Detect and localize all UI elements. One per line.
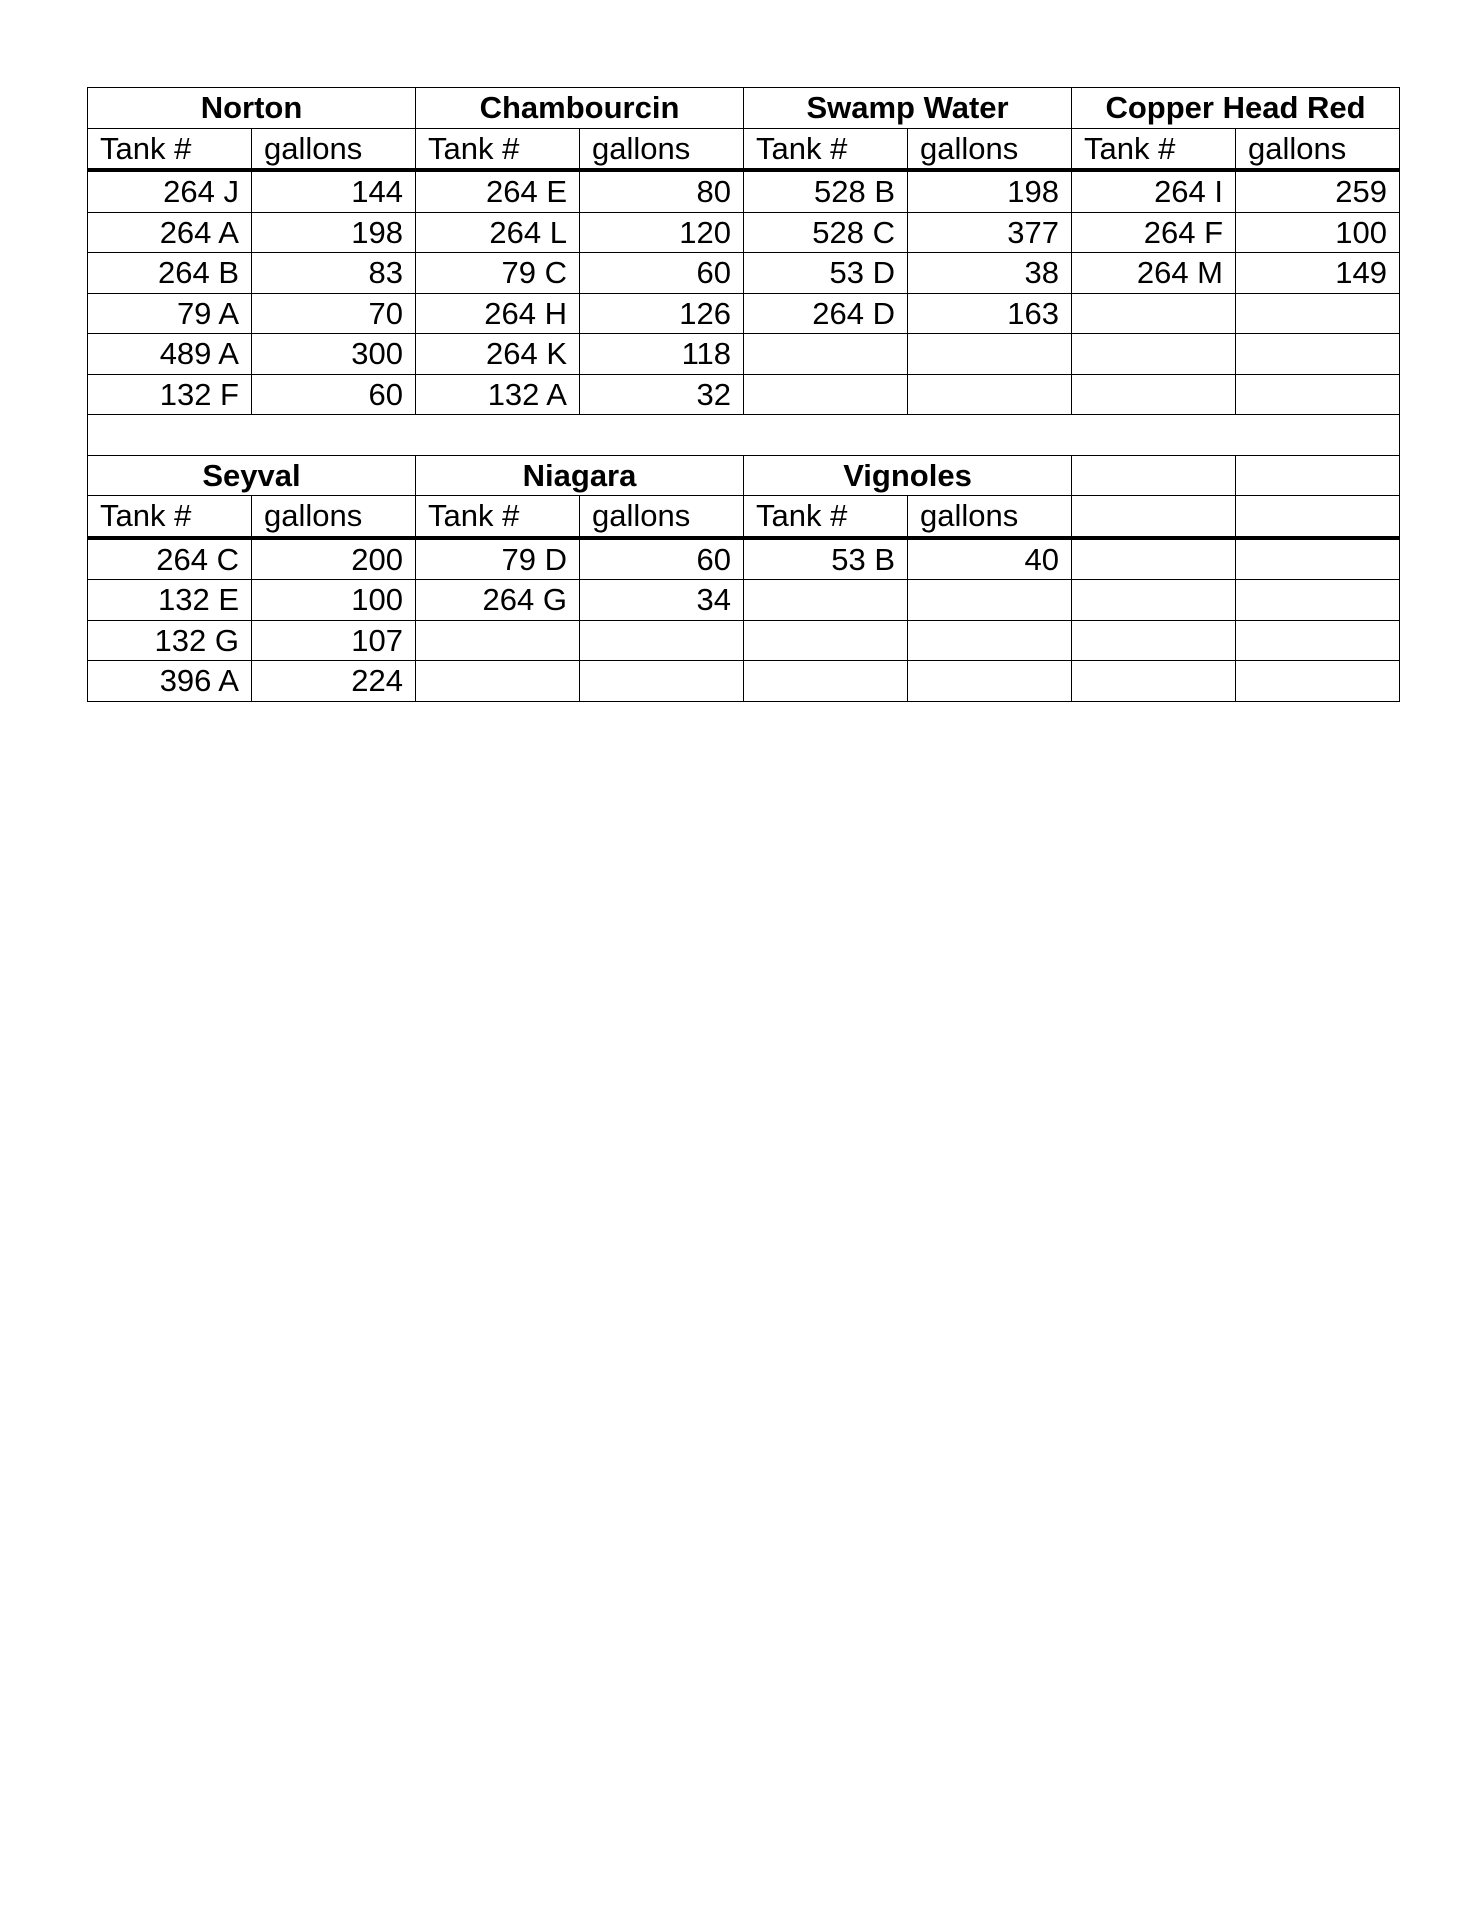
tank-number-cell: 264 C <box>88 538 252 580</box>
tank-number-cell: 264 J <box>88 170 252 212</box>
tank-number-cell: 79 A <box>88 293 252 334</box>
tank-number-cell <box>744 374 908 415</box>
tank-number-cell: 528 C <box>744 212 908 253</box>
gallons-header: gallons <box>252 128 416 170</box>
table-row <box>88 538 1400 580</box>
tank-number-cell <box>1072 293 1236 334</box>
tank-number-cell <box>744 334 908 375</box>
gallons-cell: 70 <box>252 293 416 334</box>
gallons-cell <box>908 334 1072 375</box>
gallons-cell: 144 <box>252 170 416 212</box>
gallons-header: gallons <box>252 496 416 538</box>
table-row <box>88 580 1400 621</box>
table-row <box>88 212 1400 253</box>
tank-number-cell: 396 A <box>88 661 252 702</box>
tank-number-header: Tank # <box>416 128 580 170</box>
tank-number-cell: 53 B <box>744 538 908 580</box>
tank-number-cell: 79 C <box>416 253 580 294</box>
gallons-cell: 40 <box>908 538 1072 580</box>
table-row <box>88 374 1400 415</box>
gallons-cell: 200 <box>252 538 416 580</box>
tank-number-header: Tank # <box>88 128 252 170</box>
gallons-cell <box>1236 620 1400 661</box>
wine-name-header: Copper Head Red <box>1072 88 1400 129</box>
gallons-header: gallons <box>580 128 744 170</box>
tank-number-cell <box>1072 661 1236 702</box>
tank-number-cell: 264 E <box>416 170 580 212</box>
table-row <box>88 661 1400 702</box>
tank-inventory-table <box>87 87 1400 702</box>
wine-name-header: Seyval <box>88 455 416 496</box>
tank-number-header <box>1072 496 1236 538</box>
gallons-cell: 100 <box>252 580 416 621</box>
gallons-cell: 120 <box>580 212 744 253</box>
gallons-cell: 80 <box>580 170 744 212</box>
table-row <box>88 293 1400 334</box>
tank-number-cell <box>1072 538 1236 580</box>
gallons-cell <box>1236 580 1400 621</box>
tank-number-header: Tank # <box>1072 128 1236 170</box>
gallons-cell: 118 <box>580 334 744 375</box>
tank-number-cell: 264 A <box>88 212 252 253</box>
tank-number-header: Tank # <box>744 496 908 538</box>
tank-number-cell: 79 D <box>416 538 580 580</box>
tank-number-cell <box>416 661 580 702</box>
gallons-cell: 300 <box>252 334 416 375</box>
table-row <box>88 620 1400 661</box>
spacer-cell <box>88 415 1400 456</box>
gallons-cell <box>908 620 1072 661</box>
tank-number-cell: 264 K <box>416 334 580 375</box>
tank-number-cell <box>1072 620 1236 661</box>
tank-number-cell: 264 H <box>416 293 580 334</box>
gallons-cell <box>1236 374 1400 415</box>
wine-name-header: Swamp Water <box>744 88 1072 129</box>
gallons-cell: 377 <box>908 212 1072 253</box>
gallons-cell <box>908 374 1072 415</box>
gallons-header: gallons <box>908 496 1072 538</box>
gallons-header: gallons <box>908 128 1072 170</box>
empty-cell <box>1236 455 1400 496</box>
column-label-row <box>88 496 1400 538</box>
tank-number-cell <box>744 661 908 702</box>
gallons-cell: 38 <box>908 253 1072 294</box>
tank-number-cell <box>1072 580 1236 621</box>
gallons-cell <box>1236 334 1400 375</box>
gallons-cell <box>1236 293 1400 334</box>
tank-number-cell: 264 L <box>416 212 580 253</box>
tank-number-cell: 264 M <box>1072 253 1236 294</box>
gallons-header <box>1236 496 1400 538</box>
gallons-cell: 34 <box>580 580 744 621</box>
table-row <box>88 253 1400 294</box>
gallons-cell <box>580 620 744 661</box>
tank-number-cell: 489 A <box>88 334 252 375</box>
gallons-cell: 60 <box>252 374 416 415</box>
wine-name-header: Niagara <box>416 455 744 496</box>
gallons-cell: 163 <box>908 293 1072 334</box>
gallons-header: gallons <box>1236 128 1400 170</box>
wine-name-header: Chambourcin <box>416 88 744 129</box>
gallons-cell <box>908 580 1072 621</box>
tank-number-cell: 264 G <box>416 580 580 621</box>
gallons-header: gallons <box>580 496 744 538</box>
gallons-cell <box>1236 538 1400 580</box>
gallons-cell: 60 <box>580 538 744 580</box>
gallons-cell: 60 <box>580 253 744 294</box>
gallons-cell: 100 <box>1236 212 1400 253</box>
empty-cell <box>1072 455 1236 496</box>
tank-number-cell <box>1072 374 1236 415</box>
gallons-cell: 224 <box>252 661 416 702</box>
tank-number-cell: 264 D <box>744 293 908 334</box>
gallons-cell <box>1236 661 1400 702</box>
gallons-cell: 198 <box>252 212 416 253</box>
tank-number-cell: 132 E <box>88 580 252 621</box>
tank-number-cell: 264 B <box>88 253 252 294</box>
spacer-row <box>88 415 1400 456</box>
tank-number-cell: 53 D <box>744 253 908 294</box>
gallons-cell: 198 <box>908 170 1072 212</box>
gallons-cell: 83 <box>252 253 416 294</box>
tank-number-header: Tank # <box>416 496 580 538</box>
tank-number-cell: 528 B <box>744 170 908 212</box>
tank-number-header: Tank # <box>744 128 908 170</box>
tank-number-cell: 132 G <box>88 620 252 661</box>
tank-number-cell <box>744 620 908 661</box>
gallons-cell <box>580 661 744 702</box>
tank-number-cell <box>416 620 580 661</box>
table-row <box>88 170 1400 212</box>
gallons-cell: 107 <box>252 620 416 661</box>
wine-header-row <box>88 455 1400 496</box>
gallons-cell: 259 <box>1236 170 1400 212</box>
wine-name-header: Vignoles <box>744 455 1072 496</box>
tank-number-header: Tank # <box>88 496 252 538</box>
tank-number-cell: 264 F <box>1072 212 1236 253</box>
column-label-row <box>88 128 1400 170</box>
wine-name-header: Norton <box>88 88 416 129</box>
gallons-cell: 126 <box>580 293 744 334</box>
tank-number-cell: 132 A <box>416 374 580 415</box>
gallons-cell: 149 <box>1236 253 1400 294</box>
tank-number-cell: 264 I <box>1072 170 1236 212</box>
table-row <box>88 334 1400 375</box>
wine-header-row <box>88 88 1400 129</box>
gallons-cell: 32 <box>580 374 744 415</box>
tank-number-cell <box>1072 334 1236 375</box>
gallons-cell <box>908 661 1072 702</box>
tank-number-cell <box>744 580 908 621</box>
tank-number-cell: 132 F <box>88 374 252 415</box>
